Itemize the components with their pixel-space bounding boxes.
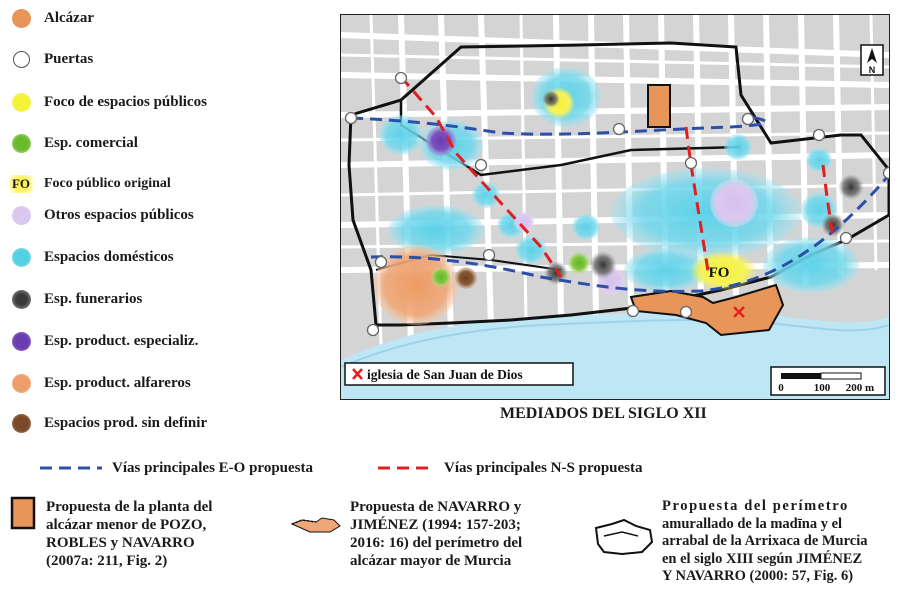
legend-label: Puertas (44, 50, 94, 67)
legend-item-foco-publico (8, 90, 207, 114)
bottom-legend-b: Propuesta de NAVARRO y JIMÉNEZ (1994: 157-203; 2016: 16) del perímetro del alcázar mayor de Murcia (350, 499, 523, 569)
route-ns-label: Vías principales N-S propuesta (444, 459, 643, 476)
public-focus-swatch-icon (12, 93, 31, 112)
other-public-space (710, 179, 758, 227)
undefined-production (455, 267, 477, 289)
legend-label: Espacios prod. sin definir (44, 414, 208, 431)
church-legend (345, 363, 573, 385)
map-title: MEDIADOS DEL SIGLO XII (500, 405, 707, 422)
route-eo-label: Vías principales E-O propuesta (112, 459, 313, 476)
north-arrow-icon (861, 45, 883, 75)
gate-swatch-icon (13, 51, 30, 68)
legend-item-foco-original (8, 172, 171, 196)
svg-text:100: 100 (813, 382, 831, 394)
legend-label: Esp. comercial (44, 134, 138, 151)
alcazar-mayor-outline-icon (290, 510, 342, 534)
legend-item-alfareros (8, 371, 191, 395)
red-dashed-line-icon (378, 465, 432, 471)
church-label: iglesia de San Juan de Dios (367, 367, 523, 382)
domestic-swatch-icon (12, 248, 31, 267)
legend-item-alcazar (8, 6, 94, 30)
svg-text:N: N (868, 65, 876, 75)
fo-map-label: FO (708, 265, 730, 281)
legend-item-comercial (8, 131, 138, 155)
alcazar-menor-outline-icon (10, 496, 36, 530)
scale-bar (771, 367, 885, 395)
legend-item-domesticos (8, 245, 174, 269)
legend-item-especializ (8, 329, 198, 353)
commercial-swatch-icon (12, 134, 31, 153)
legend-label: Esp. funerarios (44, 290, 143, 307)
undefined-production-swatch-icon (12, 414, 31, 433)
other-public-swatch-icon (12, 206, 31, 225)
route-legend-eo (40, 458, 313, 478)
legend-label: Alcázar (44, 9, 94, 26)
funerary-space (542, 90, 560, 108)
bottom-legend-a: Propuesta de la planta del alcázar menor de POZO, ROBLES y NAVARRO (2007a: 211, Fig. 2) (46, 499, 213, 569)
funerary-swatch-icon (12, 290, 31, 309)
alcazar-swatch-icon (12, 9, 31, 28)
specialized-production-swatch-icon (12, 332, 31, 351)
bottom-legend-c: Propuesta del perímetro amurallado de la madīna y el arrabal de la Arrixaca de Murcia en el siglo XIII según JIMÉNEZ Y NAVARRO (2000: 57, Fig. 6) (662, 498, 868, 584)
fo-badge-icon: FO (9, 175, 33, 193)
pottery-swatch-icon (12, 374, 31, 393)
legend-item-funerarios (8, 287, 142, 311)
legend-label: Otros espacios públicos (44, 206, 194, 223)
legend-item-sin-definir (8, 411, 207, 435)
commercial-space (431, 267, 451, 287)
legend-label: Foco de espacios públicos (44, 93, 207, 110)
specialized-production (426, 126, 456, 156)
legend-label: Espacios domésticos (44, 248, 174, 265)
legend-label: Esp. product. alfareros (44, 374, 191, 391)
legend-label: Esp. product. especializ. (44, 332, 199, 349)
route-legend-ns (378, 458, 643, 478)
legend-item-otros-publicos (8, 203, 194, 227)
blue-dashed-line-icon (40, 465, 102, 471)
svg-text:0: 0 (778, 382, 784, 394)
legend-item-puertas (8, 47, 93, 71)
svg-text:200 m: 200 m (845, 382, 875, 394)
legend-label: Foco público original (44, 176, 171, 191)
perimeter-outline-icon (592, 518, 656, 558)
city-map (340, 14, 890, 400)
alcazar-menor (648, 85, 670, 127)
